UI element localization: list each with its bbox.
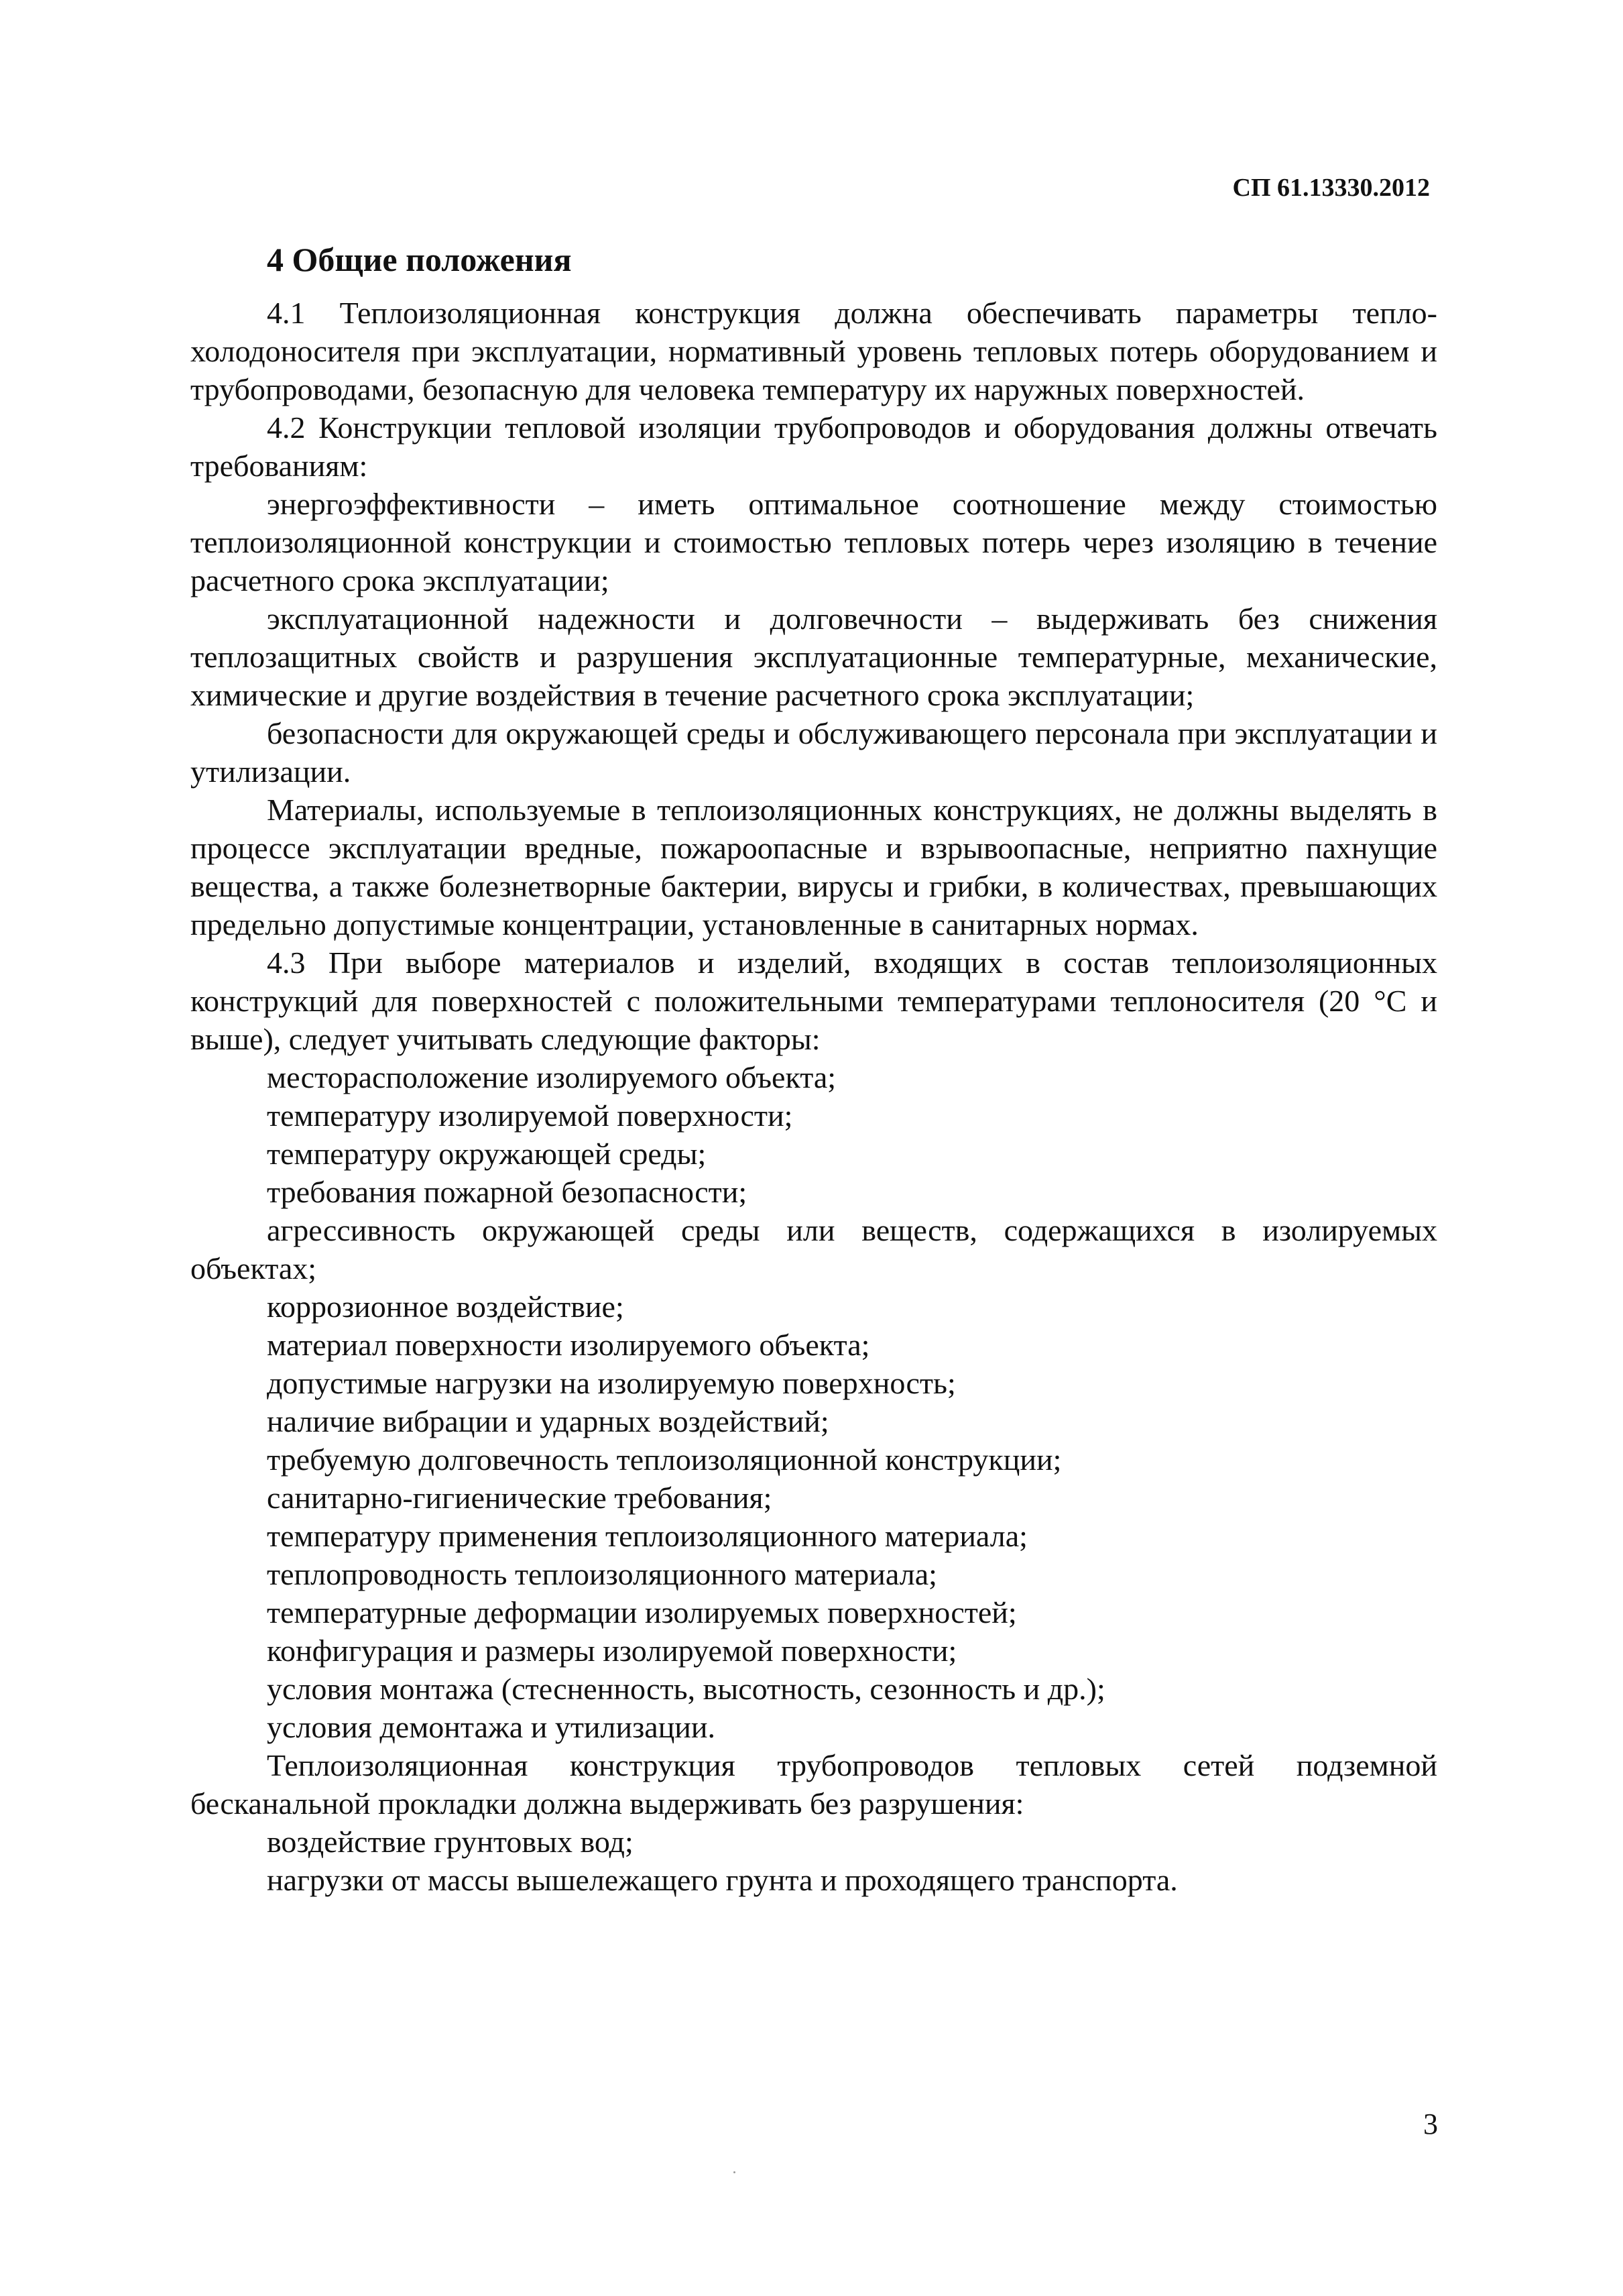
underground-item: воздействие грунтовых вод; — [267, 1825, 634, 1859]
factor-item: материал поверхности изолируемого объекта; — [267, 1328, 870, 1362]
paragraph-4-3: 4.3 При выборе материалов и изделий, входящих в состав теплоизоляционных конструкций для поверхностей с положительными температурами теплоносителя (20 °С и выше), следует учитывать следующие факторы: — [190, 945, 1437, 1056]
document-code: СП 61.13330.2012 — [1232, 174, 1430, 202]
page-number: 3 — [1423, 2108, 1438, 2140]
factor-item: требуемую долговечность теплоизоляционной конструкции; — [267, 1442, 1062, 1477]
factor-item: температуру применения теплоизоляционного материала; — [267, 1519, 1028, 1553]
factor-item: условия демонтажа и утилизации. — [267, 1710, 716, 1744]
factor-item: допустимые нагрузки на изолируемую поверхность; — [267, 1366, 956, 1400]
factor-item: температуру окружающей среды; — [267, 1137, 707, 1171]
body-text — [190, 294, 1437, 1899]
factor-item: наличие вибрации и ударных воздействий; — [267, 1404, 829, 1438]
scan-speck — [733, 2171, 735, 2173]
factor-item: коррозионное воздействие; — [267, 1289, 624, 1324]
factor-item: требования пожарной безопасности; — [267, 1175, 747, 1209]
requirement-reliability: эксплуатационной надежности и долговечности – выдерживать без снижения теплозащитных свойств и разрушения эксплуатационные температурные, механические, химические и другие воздействия в течение расчетного срока эксплуатации; — [190, 601, 1437, 712]
factor-item: агрессивность окружающей среды или веществ, содержащихся в изолируемых объектах; — [190, 1213, 1437, 1285]
factor-item: температурные деформации изолируемых поверхностей; — [267, 1595, 1017, 1629]
section-title: 4 Общие положения — [267, 241, 572, 278]
factor-item: условия монтажа (стесненность, высотность, сезонность и др.); — [267, 1672, 1105, 1706]
paragraph-materials: Материалы, используемые в теплоизоляционных конструкциях, не должны выделять в процессе эксплуатации вредные, пожароопасные и взрывоопасные, неприятно пахнущие вещества, а также болезнетворные бактерии, вирусы и грибки, в количествах, превышающих предельно допустимые концентрации, установленные в санитарных нормах. — [190, 793, 1437, 941]
factor-item: месторасположение изолируемого объекта; — [267, 1060, 837, 1094]
underground-item: нагрузки от массы вышележащего грунта и проходящего транспорта. — [267, 1863, 1178, 1897]
factor-item: теплопроводность теплоизоляционного материала; — [267, 1557, 937, 1591]
paragraph-underground: Теплоизоляционная конструкция трубопроводов тепловых сетей подземной бесканальной прокладки должна выдерживать без разрушения: — [190, 1748, 1437, 1821]
paragraph-4-2: 4.2 Конструкции тепловой изоляции трубопроводов и оборудования должны отвечать требованиям: — [190, 410, 1437, 483]
requirement-safety: безопасности для окружающей среды и обслуживающего персонала при эксплуатации и утилизации. — [190, 716, 1437, 789]
paragraph-4-1: 4.1 Теплоизоляционная конструкция должна обеспечивать параметры тепло-холодоносителя при эксплуатации, нормативный уровень тепловых потерь оборудованием и трубопроводами, безопасную для человека температуру их наружных поверхностей. — [190, 296, 1437, 406]
factor-item: температуру изолируемой поверхности; — [267, 1098, 793, 1133]
factor-item: конфигурация и размеры изолируемой поверхности; — [267, 1633, 957, 1668]
factor-item: санитарно-гигиенические требования; — [267, 1481, 772, 1515]
requirement-energy-efficiency: энергоэффективности – иметь оптимальное соотношение между стоимостью теплоизоляционной конструкции и стоимостью тепловых потерь через изоляцию в течение расчетного срока эксплуатации; — [190, 487, 1437, 597]
